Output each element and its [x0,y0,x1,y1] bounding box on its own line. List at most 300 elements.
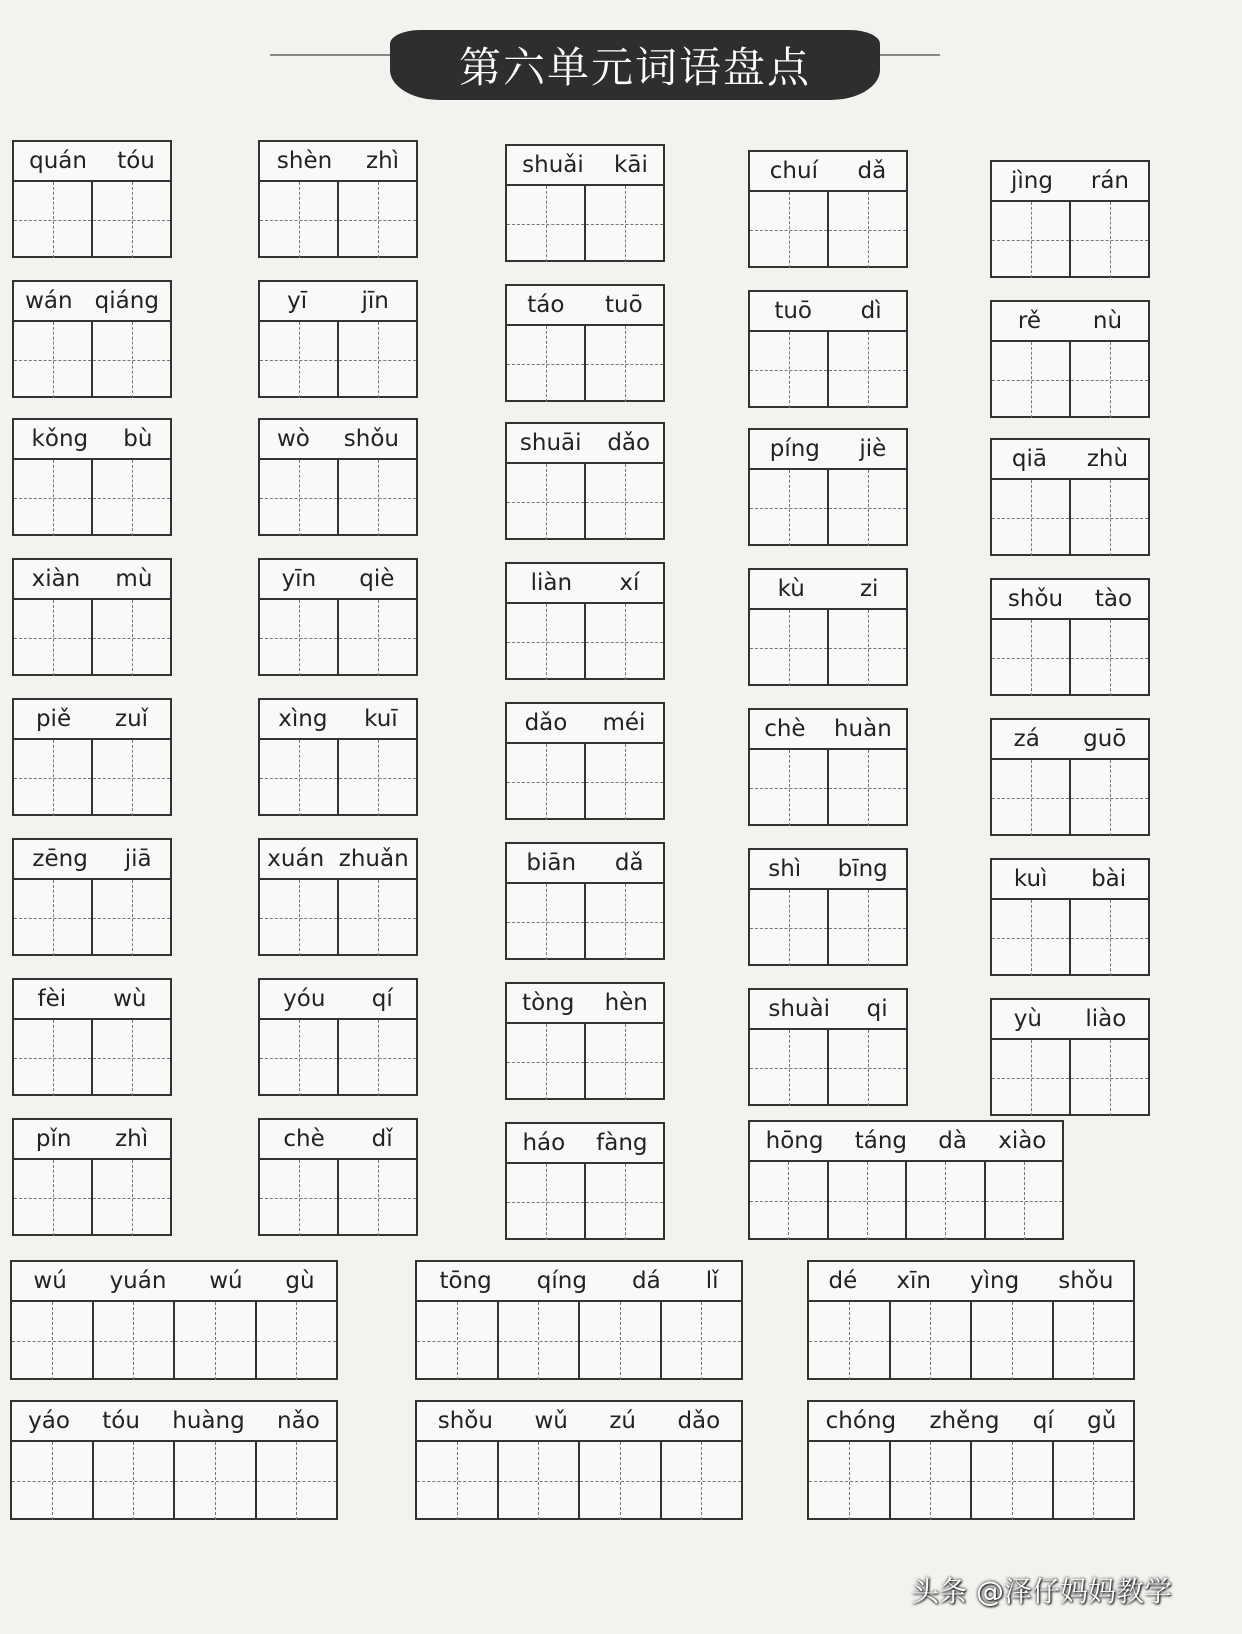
idiom-card [807,1260,1135,1380]
pinyin-row [750,1122,1062,1162]
pinyin-syllable: wò [276,426,310,452]
pinyin-syllable: bīng [837,856,888,882]
pinyin-syllable: táng [854,1128,907,1154]
word-card [748,848,908,966]
tian-zi-ge-box[interactable] [992,760,1071,836]
tian-zi-ge-box[interactable] [829,332,906,408]
writing-boxes [809,1442,1133,1520]
pinyin-syllable: shǒu [343,426,400,452]
tian-zi-ge-box[interactable] [339,740,416,816]
word-card [12,698,172,816]
writing-boxes [750,610,906,686]
pinyin-syllable: zhù [1086,446,1129,472]
tian-zi-ge-box[interactable] [750,890,829,966]
pinyin-syllable: méi [602,710,646,736]
pinyin-syllable: shǒu [437,1408,493,1434]
writing-boxes [417,1442,741,1520]
pinyin-syllable: xìng [278,706,328,732]
tian-zi-ge-box[interactable] [499,1302,581,1380]
word-card [505,144,665,262]
writing-boxes [507,1024,663,1100]
tian-zi-ge-box[interactable] [14,322,93,398]
pinyin-syllable: dǎo [677,1408,721,1434]
writing-boxes [507,1164,663,1240]
pinyin-syllable: rě [1017,308,1042,334]
pinyin-syllable: zhì [115,1126,149,1152]
pinyin-row [14,420,170,460]
pinyin-syllable: qiā [1011,446,1047,472]
word-card [990,438,1150,556]
tian-zi-ge-box[interactable] [992,620,1071,696]
pinyin-row [14,282,170,322]
tian-zi-ge-box[interactable] [809,1442,891,1520]
pinyin-row [417,1262,741,1302]
pinyin-syllable: shuāi [519,430,582,456]
writing-boxes [507,326,663,402]
pinyin-syllable: quán [29,148,87,174]
tian-zi-ge-box[interactable] [992,480,1071,556]
tian-zi-ge-box[interactable] [829,1030,906,1106]
writing-boxes [750,1162,1062,1240]
pinyin-row [750,990,906,1030]
pinyin-syllable: táo [527,292,565,318]
pinyin-syllable: yuán [109,1268,167,1294]
tian-zi-ge-box[interactable] [93,182,170,258]
pinyin-syllable: kuī [364,706,398,732]
word-card [990,578,1150,696]
idiom-card [415,1400,743,1520]
tian-zi-ge-box[interactable] [992,342,1071,418]
pinyin-row [260,420,416,460]
tian-zi-ge-box[interactable] [662,1442,742,1520]
writing-boxes [507,464,663,540]
banner-rule-right [880,54,940,56]
pinyin-syllable: xiàn [31,566,81,592]
tian-zi-ge-box[interactable] [260,182,339,258]
tian-zi-ge-box[interactable] [580,1302,662,1380]
pinyin-syllable: jiè [859,436,887,462]
tian-zi-ge-box[interactable] [750,610,829,686]
pinyin-syllable: shì [768,856,802,882]
pinyin-syllable: guō [1083,726,1127,752]
writing-boxes [507,884,663,960]
pinyin-syllable: dǐ [371,1126,393,1152]
tian-zi-ge-box[interactable] [507,1164,586,1240]
pinyin-row [14,980,170,1020]
tian-zi-ge-box[interactable] [93,1020,170,1096]
pinyin-syllable: dǎo [524,710,568,736]
tian-zi-ge-box[interactable] [586,464,663,540]
tian-zi-ge-box[interactable] [93,880,170,956]
tian-zi-ge-box[interactable] [829,1162,908,1240]
tian-zi-ge-box[interactable] [586,744,663,820]
pinyin-syllable: chóng [825,1408,897,1434]
pinyin-syllable: hōng [765,1128,824,1154]
tian-zi-ge-box[interactable] [175,1302,257,1380]
word-card [258,698,418,816]
writing-boxes [750,192,906,268]
tian-zi-ge-box[interactable] [12,1442,94,1520]
writing-boxes [507,604,663,680]
pinyin-syllable: tuō [774,298,812,324]
pinyin-syllable: dé [828,1268,858,1294]
writing-boxes [14,1020,170,1096]
word-card [990,998,1150,1116]
tian-zi-ge-box[interactable] [986,1162,1063,1240]
word-card [505,1122,665,1240]
tian-zi-ge-box[interactable] [14,880,93,956]
word-card [748,290,908,408]
word-card [258,140,418,258]
tian-zi-ge-box[interactable] [93,600,170,676]
tian-zi-ge-box[interactable] [1071,900,1148,976]
tian-zi-ge-box[interactable] [93,1160,170,1236]
pinyin-syllable: shǒu [1058,1268,1114,1294]
pinyin-syllable: zuǐ [115,706,149,732]
pinyin-syllable: dǎ [614,850,644,876]
tian-zi-ge-box[interactable] [1054,1302,1134,1380]
tian-zi-ge-box[interactable] [94,1302,176,1380]
pinyin-syllable: pǐn [35,1126,72,1152]
tian-zi-ge-box[interactable] [339,460,416,536]
tian-zi-ge-box[interactable] [257,1302,337,1380]
pinyin-syllable: shèn [276,148,333,174]
tian-zi-ge-box[interactable] [499,1442,581,1520]
pinyin-syllable: xīn [896,1268,931,1294]
tian-zi-ge-box[interactable] [507,1024,586,1100]
pinyin-syllable: háo [522,1130,566,1156]
pinyin-syllable: gù [285,1268,315,1294]
tian-zi-ge-box[interactable] [750,1162,829,1240]
pinyin-row [507,844,663,884]
tian-zi-ge-box[interactable] [339,880,416,956]
tian-zi-ge-box[interactable] [586,1164,663,1240]
pinyin-syllable: lǐ [705,1268,719,1294]
tian-zi-ge-box[interactable] [829,610,906,686]
word-card [258,1118,418,1236]
idiom-card [10,1400,338,1520]
tian-zi-ge-box[interactable] [1071,202,1148,278]
tian-zi-ge-box[interactable] [829,750,906,826]
pinyin-row [750,430,906,470]
word-card [748,150,908,268]
tian-zi-ge-box[interactable] [907,1162,986,1240]
pinyin-row [260,980,416,1020]
writing-boxes [14,460,170,536]
pinyin-syllable: kuì [1013,866,1048,892]
idiom-card [807,1400,1135,1520]
pinyin-row [260,560,416,600]
tian-zi-ge-box[interactable] [750,750,829,826]
tian-zi-ge-box[interactable] [1071,342,1148,418]
tian-zi-ge-box[interactable] [586,884,663,960]
tian-zi-ge-box[interactable] [750,192,829,268]
writing-boxes [750,470,906,546]
tian-zi-ge-box[interactable] [260,880,339,956]
page-title: 第六单元词语盘点 [390,30,880,100]
tian-zi-ge-box[interactable] [93,460,170,536]
tian-zi-ge-box[interactable] [891,1302,973,1380]
pinyin-syllable: wǔ [534,1408,568,1434]
writing-boxes [14,182,170,258]
pinyin-syllable: gǔ [1087,1408,1117,1434]
writing-boxes [14,322,170,398]
pinyin-syllable: qí [1032,1408,1054,1434]
writing-boxes [992,480,1148,556]
pinyin-syllable: xuán [267,846,325,872]
pinyin-row [14,700,170,740]
word-card [990,718,1150,836]
word-card [990,300,1150,418]
tian-zi-ge-box[interactable] [260,740,339,816]
pinyin-syllable: qiè [359,566,395,592]
writing-boxes [14,740,170,816]
tian-zi-ge-box[interactable] [339,600,416,676]
pinyin-syllable: chè [764,716,806,742]
pinyin-syllable: nǎo [277,1408,320,1434]
tian-zi-ge-box[interactable] [586,326,663,402]
tian-zi-ge-box[interactable] [507,604,586,680]
tian-zi-ge-box[interactable] [586,186,663,262]
pinyin-row [12,1262,336,1302]
pinyin-syllable: tào [1094,586,1133,612]
tian-zi-ge-box[interactable] [1071,1040,1148,1116]
pinyin-syllable: yī [287,288,308,314]
pinyin-syllable: yīn [281,566,317,592]
pinyin-syllable: dá [631,1268,661,1294]
pinyin-syllable: zhì [366,148,400,174]
tian-zi-ge-box[interactable] [829,192,906,268]
tian-zi-ge-box[interactable] [662,1302,742,1380]
tian-zi-ge-box[interactable] [14,1160,93,1236]
pinyin-syllable: kǒng [31,426,89,452]
pinyin-row [507,984,663,1024]
pinyin-syllable: tóu [102,1408,140,1434]
tian-zi-ge-box[interactable] [992,1040,1071,1116]
tian-zi-ge-box[interactable] [417,1442,499,1520]
word-card [990,858,1150,976]
pinyin-syllable: nù [1092,308,1123,334]
tian-zi-ge-box[interactable] [829,890,906,966]
pinyin-syllable: jiā [124,846,152,872]
writing-boxes [260,182,416,258]
pinyin-syllable: huàn [833,716,892,742]
tian-zi-ge-box[interactable] [339,1160,416,1236]
pinyin-row [992,1000,1148,1040]
tian-zi-ge-box[interactable] [580,1442,662,1520]
pinyin-syllable: fèi [37,986,67,1012]
tian-zi-ge-box[interactable] [586,1024,663,1100]
word-card [258,280,418,398]
tian-zi-ge-box[interactable] [175,1442,257,1520]
tian-zi-ge-box[interactable] [1071,480,1148,556]
pinyin-row [260,700,416,740]
tian-zi-ge-box[interactable] [972,1442,1054,1520]
pinyin-row [750,292,906,332]
tian-zi-ge-box[interactable] [339,322,416,398]
writing-boxes [507,186,663,262]
pinyin-syllable: zēng [32,846,88,872]
pinyin-syllable: xí [619,570,640,596]
pinyin-row [992,440,1148,480]
writing-boxes [750,750,906,826]
tian-zi-ge-box[interactable] [93,740,170,816]
pinyin-syllable: tōng [439,1268,492,1294]
tian-zi-ge-box[interactable] [507,186,586,262]
pinyin-syllable: kù [777,576,805,602]
word-card [12,280,172,398]
word-card [505,562,665,680]
pinyin-row [507,286,663,326]
pinyin-row [12,1402,336,1442]
tian-zi-ge-box[interactable] [260,460,339,536]
pinyin-syllable: zi [859,576,879,602]
pinyin-syllable: wán [25,288,73,314]
pinyin-syllable: shuài [768,996,830,1022]
tian-zi-ge-box[interactable] [417,1302,499,1380]
tian-zi-ge-box[interactable] [14,1020,93,1096]
word-card [12,1118,172,1236]
pinyin-syllable: píng [769,436,820,462]
pinyin-row [14,1120,170,1160]
pinyin-row [992,580,1148,620]
tian-zi-ge-box[interactable] [14,600,93,676]
writing-boxes [750,890,906,966]
pinyin-row [992,720,1148,760]
tian-zi-ge-box[interactable] [260,322,339,398]
tian-zi-ge-box[interactable] [992,202,1071,278]
pinyin-syllable: qi [866,996,888,1022]
writing-boxes [14,1160,170,1236]
pinyin-row [750,152,906,192]
tian-zi-ge-box[interactable] [257,1442,337,1520]
writing-boxes [260,600,416,676]
writing-boxes [12,1302,336,1380]
tian-zi-ge-box[interactable] [750,332,829,408]
writing-boxes [14,880,170,956]
pinyin-syllable: zá [1013,726,1040,752]
pinyin-row [750,850,906,890]
tian-zi-ge-box[interactable] [891,1442,973,1520]
pinyin-syllable: zhěng [929,1408,1000,1434]
word-card [505,422,665,540]
writing-boxes [992,760,1148,836]
word-card [12,558,172,676]
pinyin-syllable: chuí [769,158,818,184]
tian-zi-ge-box[interactable] [750,1030,829,1106]
word-card [505,284,665,402]
word-card [258,978,418,1096]
pinyin-syllable: rán [1090,168,1130,194]
tian-zi-ge-box[interactable] [260,600,339,676]
pinyin-row [750,710,906,750]
pinyin-syllable: wù [113,986,147,1012]
pinyin-syllable: chè [283,1126,325,1152]
writing-boxes [992,342,1148,418]
pinyin-row [809,1262,1133,1302]
writing-boxes [750,332,906,408]
tian-zi-ge-box[interactable] [93,322,170,398]
pinyin-syllable: tuō [605,292,643,318]
tian-zi-ge-box[interactable] [972,1302,1054,1380]
tian-zi-ge-box[interactable] [586,604,663,680]
pinyin-syllable: kāi [614,152,648,178]
tian-zi-ge-box[interactable] [1071,760,1148,836]
tian-zi-ge-box[interactable] [260,1160,339,1236]
writing-boxes [750,1030,906,1106]
writing-boxes [260,322,416,398]
pinyin-syllable: biān [526,850,577,876]
tian-zi-ge-box[interactable] [339,1020,416,1096]
pinyin-row [507,1124,663,1164]
pinyin-syllable: wú [209,1268,243,1294]
pinyin-syllable: yáo [28,1408,70,1434]
pinyin-row [417,1402,741,1442]
word-card-four [748,1120,1064,1240]
writing-boxes [14,600,170,676]
writing-boxes [992,202,1148,278]
pinyin-row [507,424,663,464]
tian-zi-ge-box[interactable] [14,460,93,536]
pinyin-syllable: qiáng [94,288,159,314]
word-card [748,568,908,686]
tian-zi-ge-box[interactable] [507,884,586,960]
pinyin-syllable: dà [938,1128,967,1154]
tian-zi-ge-box[interactable] [339,182,416,258]
pinyin-syllable: mù [115,566,153,592]
tian-zi-ge-box[interactable] [12,1302,94,1380]
writing-boxes [260,1160,416,1236]
pinyin-syllable: dǎ [857,158,887,184]
pinyin-row [14,840,170,880]
pinyin-syllable: xiào [998,1128,1047,1154]
word-card [748,988,908,1106]
tian-zi-ge-box[interactable] [1054,1442,1134,1520]
banner-rule-left [270,54,390,56]
pinyin-syllable: jīn [361,288,389,314]
tian-zi-ge-box[interactable] [829,470,906,546]
tian-zi-ge-box[interactable] [507,744,586,820]
pinyin-row [992,162,1148,202]
pinyin-syllable: liàn [530,570,573,596]
pinyin-syllable: piě [35,706,72,732]
word-card [990,160,1150,278]
tian-zi-ge-box[interactable] [992,900,1071,976]
pinyin-syllable: dì [860,298,882,324]
tian-zi-ge-box[interactable] [809,1302,891,1380]
word-card [258,558,418,676]
word-card [12,978,172,1096]
word-card [505,702,665,820]
tian-zi-ge-box[interactable] [94,1442,176,1520]
word-card [12,418,172,536]
tian-zi-ge-box[interactable] [507,464,586,540]
pinyin-row [507,146,663,186]
word-card [258,838,418,956]
writing-boxes [12,1442,336,1520]
pinyin-syllable: shǒu [1007,586,1064,612]
pinyin-row [750,570,906,610]
tian-zi-ge-box[interactable] [1071,620,1148,696]
tian-zi-ge-box[interactable] [14,182,93,258]
tian-zi-ge-box[interactable] [507,326,586,402]
tian-zi-ge-box[interactable] [750,470,829,546]
pinyin-row [260,840,416,880]
tian-zi-ge-box[interactable] [14,740,93,816]
tian-zi-ge-box[interactable] [260,1020,339,1096]
writing-boxes [992,620,1148,696]
pinyin-syllable: shuǎi [522,152,584,178]
